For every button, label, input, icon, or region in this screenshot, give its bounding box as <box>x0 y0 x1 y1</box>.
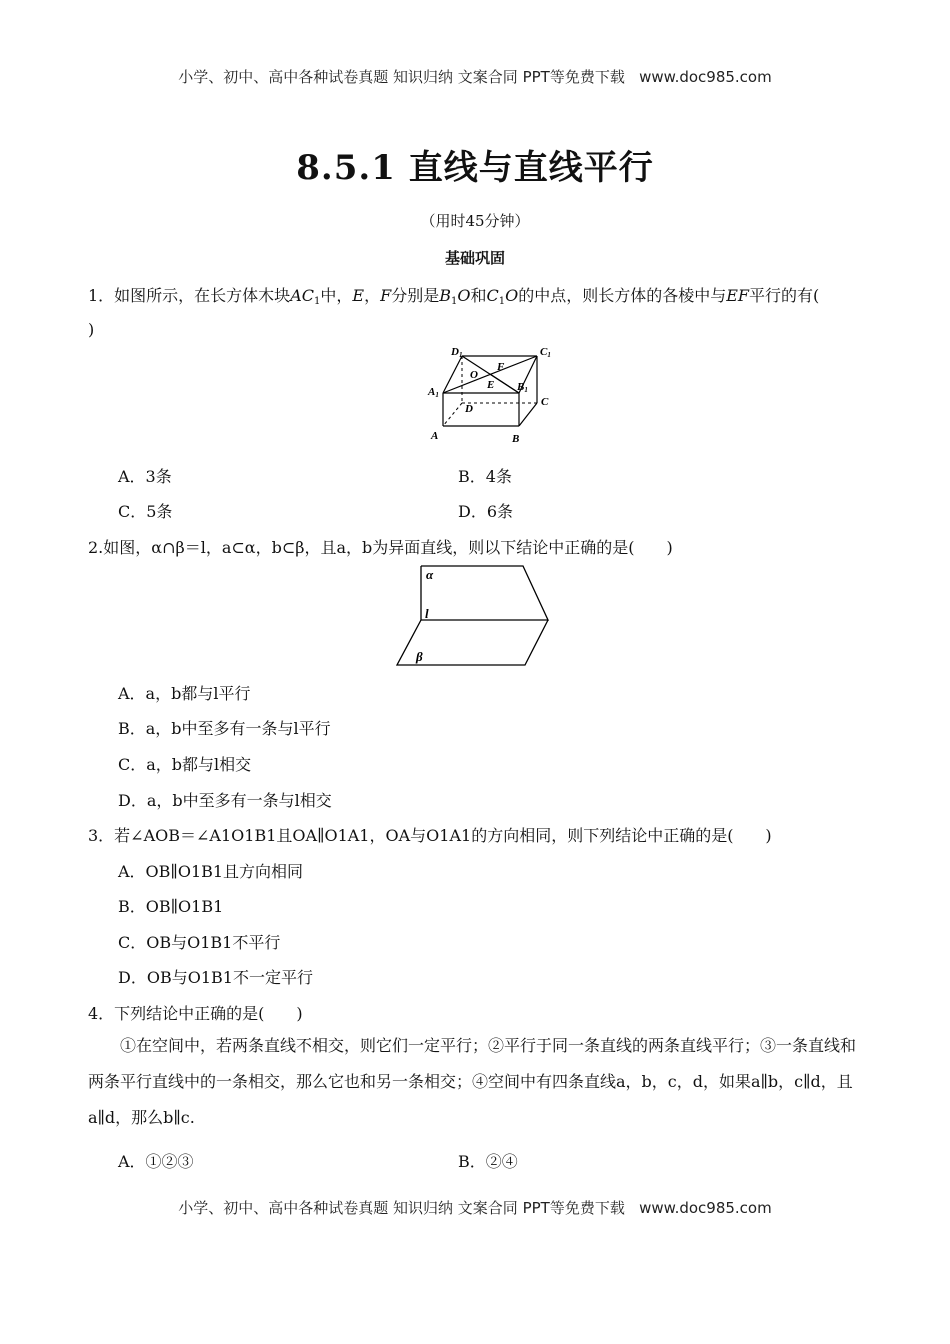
header-banner-text: 小学、初中、高中各种试卷真题 知识归纳 文案合同 PPT等免费下载 <box>178 68 625 86</box>
footer-banner <box>0 1197 950 1218</box>
label-C: C <box>541 396 549 408</box>
question-4-body: ①在空间中，若两条直线不相交，则它们一定平行；②平行于同一条直线的两条直线平行；③一条直线和两条平行直线中的一条相交，那么它也和另一条相交；④空间中有四条直线a，b，c，d，如果a∥b，c∥d，且a∥d，那么b∥c. <box>88 1036 857 1127</box>
label-F: F <box>497 361 505 373</box>
question-1-stem-close: ) <box>88 320 95 339</box>
header-banner-url[interactable]: www.doc985.com <box>639 68 772 86</box>
label-B: B <box>512 433 520 445</box>
question-2-stem: 2.如图，α∩β＝l，a⊂α，b⊂β，且a，b为异面直线，则以下结论中正确的是( ) <box>88 538 673 557</box>
label-B1: B1 <box>517 381 528 394</box>
q2-option-b[interactable]: B．a，b中至多有一条与l平行 <box>118 719 331 738</box>
footer-banner-url[interactable]: www.doc985.com <box>639 1199 772 1217</box>
q4-option-b[interactable]: B．②④ <box>458 1152 518 1171</box>
header-banner <box>0 66 950 87</box>
q3-option-d[interactable]: D．OB与O1B1不一定平行 <box>118 968 313 987</box>
q2-option-d[interactable]: D．a，b中至多有一条与l相交 <box>118 791 332 810</box>
label-D: D <box>465 403 473 415</box>
question-3-stem: 3．若∠AOB＝∠A1O1B1且OA∥O1A1，OA与O1A1的方向相同，则下列结论中正确的是( ) <box>88 826 772 845</box>
q3-option-a[interactable]: A．OB∥O1B1且方向相同 <box>118 862 304 881</box>
q3-option-b[interactable]: B．OB∥O1B1 <box>118 897 224 916</box>
label-beta: β <box>416 649 423 664</box>
label-D1: D1 <box>451 346 463 359</box>
cuboid-figure <box>420 343 560 451</box>
label-A1: A1 <box>428 386 439 399</box>
label-A: A <box>431 430 439 442</box>
label-C1: C1 <box>540 346 551 359</box>
q1-option-a[interactable]: A．3条 <box>118 467 172 486</box>
label-l: l <box>425 606 429 621</box>
time-limit: （用时45分钟） <box>420 212 530 230</box>
q2-option-a[interactable]: A．a，b都与l平行 <box>118 684 251 703</box>
label-alpha: α <box>426 567 434 582</box>
question-1-stem: 1．如图所示，在长方体木块$AC_1$中，E，F分别是$B_1O$和$C_1O$的中点，则长方体的各棱中与EF平行的有( <box>88 286 820 307</box>
q2-option-c[interactable]: C．a，b都与l相交 <box>118 755 252 774</box>
label-O: O <box>470 369 478 381</box>
q1-option-d[interactable]: D．6条 <box>458 502 514 521</box>
footer-banner-text: 小学、初中、高中各种试卷真题 知识归纳 文案合同 PPT等免费下载 <box>178 1199 625 1217</box>
q4-option-a[interactable]: A．①②③ <box>118 1152 194 1171</box>
q1-option-c[interactable]: C．5条 <box>118 502 173 521</box>
label-E: E <box>487 379 495 391</box>
planes-figure <box>395 563 555 669</box>
q3-option-c[interactable]: C．OB与O1B1不平行 <box>118 933 281 952</box>
q1-option-b[interactable]: B．4条 <box>458 467 512 486</box>
section-heading: 基础巩固 <box>444 249 505 267</box>
page-title: 8.5.1 直线与直线平行 <box>296 148 654 188</box>
question-4-stem: 4．下列结论中正确的是( ) <box>88 1004 303 1023</box>
